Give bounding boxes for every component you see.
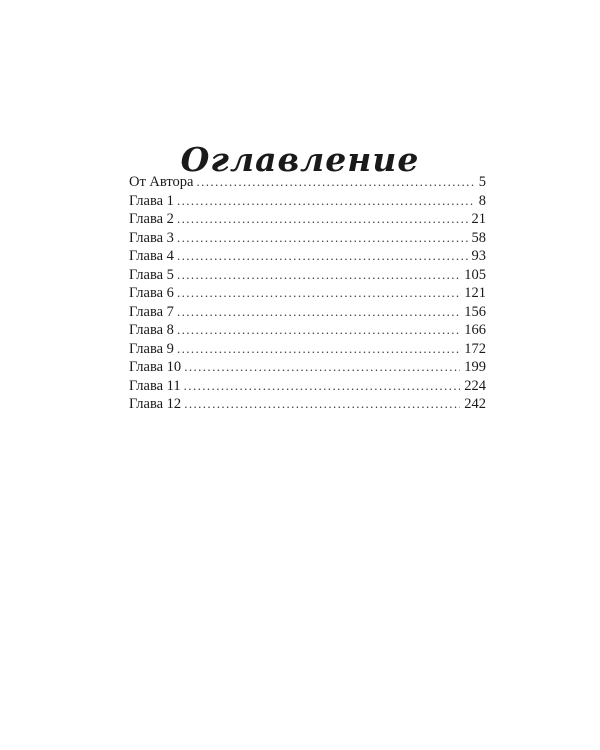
toc-entry-label: Глава 5 bbox=[129, 266, 174, 283]
dot-leader bbox=[184, 377, 461, 396]
toc-entry-page: 156 bbox=[464, 303, 486, 320]
toc-entry-label: Глава 1 bbox=[129, 192, 174, 209]
toc-entry-label: Глава 12 bbox=[129, 396, 182, 412]
toc-entry-chapter-8[interactable] bbox=[129, 321, 486, 340]
toc-entry-label: Глава 11 bbox=[129, 377, 181, 394]
dot-leader bbox=[177, 303, 460, 322]
toc-entry-label: Глава 7 bbox=[129, 303, 174, 320]
dot-leader bbox=[177, 229, 468, 248]
toc-entry-chapter-1[interactable] bbox=[129, 192, 486, 211]
toc-entry-label: Глава 9 bbox=[129, 340, 174, 357]
toc-entry-chapter-7[interactable] bbox=[129, 303, 486, 322]
toc-entry-chapter-9[interactable] bbox=[129, 340, 486, 359]
dot-leader bbox=[184, 358, 460, 377]
dot-leader bbox=[177, 192, 475, 211]
toc-entry-page: 105 bbox=[464, 266, 486, 283]
toc-entry-chapter-2[interactable] bbox=[129, 210, 486, 229]
toc-entry-page: 242 bbox=[464, 396, 486, 412]
toc-entry-page: 199 bbox=[464, 359, 486, 375]
toc-entry-page: 5 bbox=[478, 174, 486, 190]
toc-entry-label: Глава 8 bbox=[129, 322, 174, 338]
toc-title: Оглавление bbox=[180, 140, 420, 180]
toc-entry-label: От Автора bbox=[129, 174, 194, 190]
toc-entry-page: 93 bbox=[471, 248, 486, 264]
table-of-contents bbox=[129, 173, 486, 414]
toc-entry-page: 121 bbox=[464, 285, 486, 301]
toc-entry-chapter-11[interactable] bbox=[129, 377, 486, 396]
toc-entry-chapter-4[interactable] bbox=[129, 247, 486, 266]
dot-leader bbox=[177, 284, 460, 303]
toc-entry-label: Глава 4 bbox=[129, 248, 174, 264]
toc-entry-page: 166 bbox=[464, 322, 486, 338]
toc-entry-label: Глава 2 bbox=[129, 211, 174, 227]
toc-entry-author[interactable] bbox=[129, 173, 486, 192]
toc-entry-label: Глава 3 bbox=[129, 229, 174, 246]
dot-leader bbox=[177, 266, 460, 285]
toc-entry-label: Глава 10 bbox=[129, 359, 182, 375]
toc-entry-chapter-3[interactable] bbox=[129, 229, 486, 248]
toc-entry-chapter-6[interactable] bbox=[129, 284, 486, 303]
dot-leader bbox=[177, 340, 460, 359]
toc-entry-page: 8 bbox=[478, 192, 486, 209]
toc-entry-page: 21 bbox=[471, 211, 486, 227]
dot-leader bbox=[177, 321, 460, 340]
toc-entry-page: 224 bbox=[464, 377, 486, 394]
toc-entry-chapter-10[interactable] bbox=[129, 358, 486, 377]
toc-entry-label: Глава 6 bbox=[129, 285, 174, 301]
dot-leader bbox=[196, 173, 474, 192]
toc-entry-chapter-12[interactable] bbox=[129, 395, 486, 414]
dot-leader bbox=[184, 395, 460, 414]
toc-entry-page: 172 bbox=[464, 340, 486, 357]
dot-leader bbox=[177, 210, 468, 229]
dot-leader bbox=[177, 247, 468, 266]
toc-entry-chapter-5[interactable] bbox=[129, 266, 486, 285]
toc-entry-page: 58 bbox=[471, 229, 486, 246]
